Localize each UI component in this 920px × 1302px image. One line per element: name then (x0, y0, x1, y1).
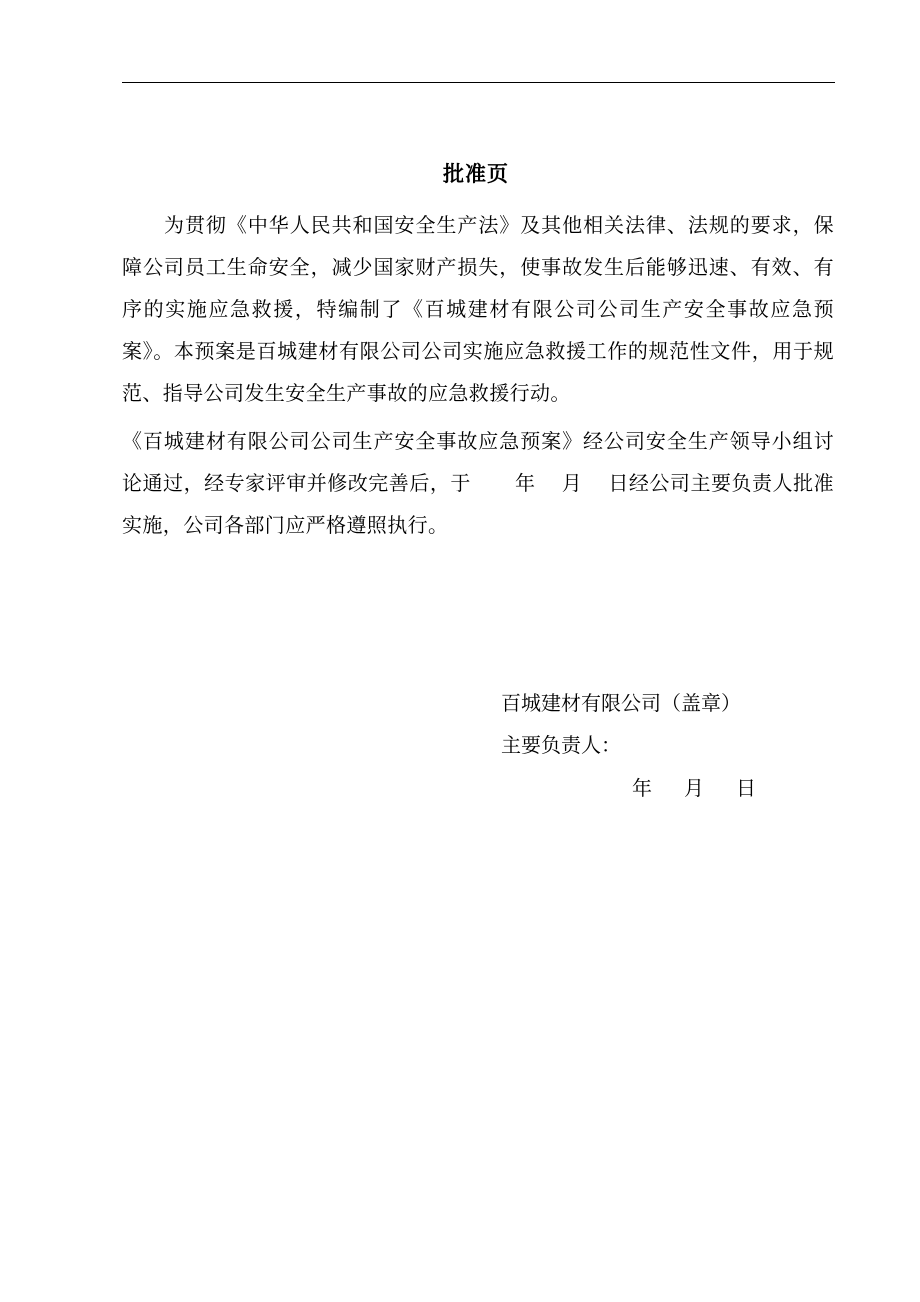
approval-month-label: 月 (561, 471, 583, 495)
signature-date-month: 月 (684, 776, 704, 800)
approval-text-end: 日经公司主要负责人批准实施，公司各部门应严格遵照执行。 (122, 471, 834, 537)
signature-date (632, 770, 756, 806)
signature-responsible-person: 主要负责人： (501, 733, 621, 757)
signature-seal-note: （盖章） (661, 691, 741, 715)
paragraph-approval (122, 420, 834, 546)
page-title: 批准页 (443, 162, 509, 186)
paragraph-purpose: 为贯彻《中华人民共和国安全生产法》及其他相关法律、法规的要求，保障公司员工生命安全，减少国家财产损失，使事故发生后能够迅速、有效、有序的实施应急救援，特编制了《百城建材有限公司公司生产安全事故应急预案》。本预案是百城建材有限公司公司实施应急救援工作的规范性文件，用于规范、指导公司发生安全生产事故的应急救援行动。 (122, 213, 834, 405)
signature-date-day: 日 (736, 776, 756, 800)
signature-block (501, 682, 741, 766)
approval-text-start: 《百城建材有限公司公司生产安全事故应急预案》经公司安全生产领导小组讨论通过，经专家评审并修改完善后，于 (122, 429, 834, 495)
signature-company-line (501, 682, 741, 724)
signature-date-year: 年 (632, 776, 652, 800)
approval-year-label: 年 (514, 471, 536, 495)
header-rule (122, 82, 835, 83)
signature-company: 百城建材有限公司 (501, 691, 661, 715)
